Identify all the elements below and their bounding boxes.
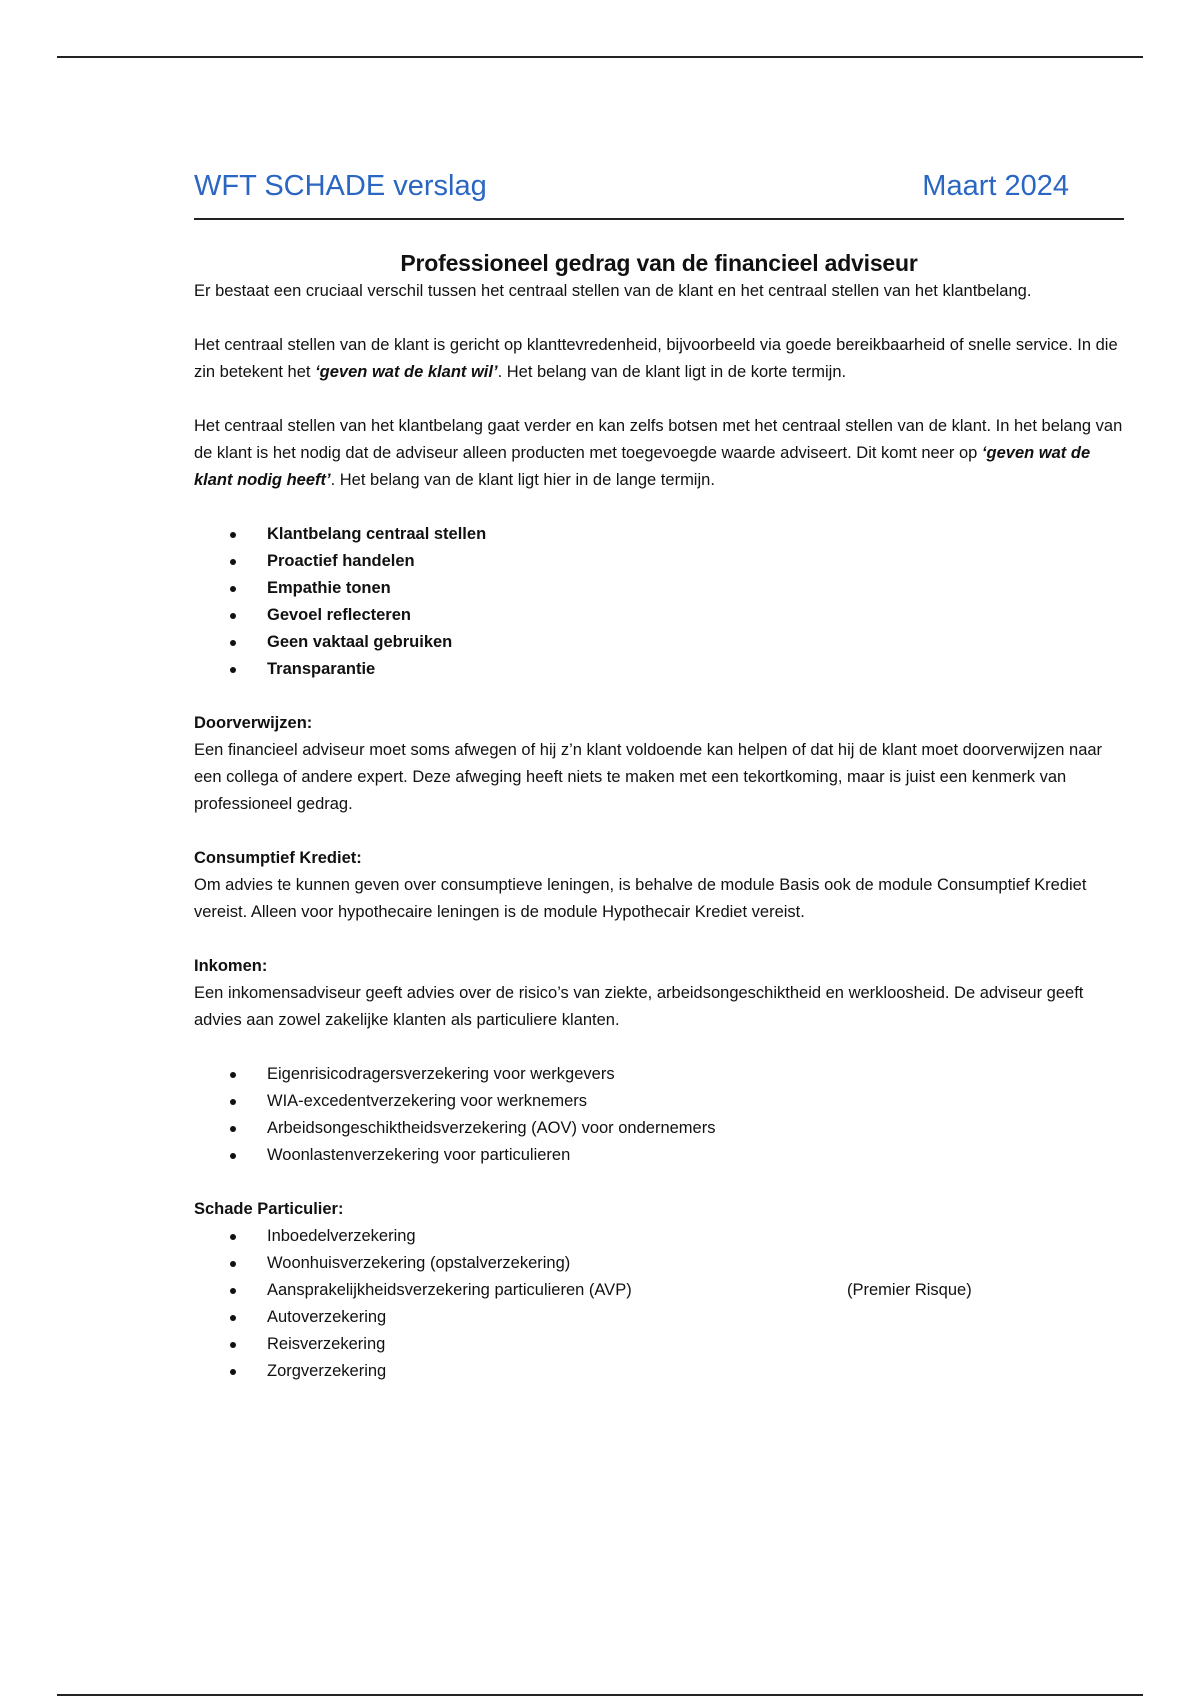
list-item: Klantbelang centraal stellen	[194, 521, 1124, 548]
list-item: Eigenrisicodragersverzekering voor werkgevers	[194, 1061, 1124, 1088]
document-title: WFT SCHADE verslag	[194, 170, 487, 202]
schade-list	[194, 1223, 1124, 1385]
document-header	[194, 164, 1124, 204]
section-title-inkomen: Inkomen:	[194, 957, 268, 975]
bullet-icon	[230, 559, 236, 565]
section-title-doorverwijzen: Doorverwijzen:	[194, 714, 313, 732]
bullet-icon	[230, 1099, 236, 1105]
bullet-icon	[230, 1261, 236, 1267]
list-item: Arbeidsongeschiktheidsverzekering (AOV) voor ondernemers	[194, 1115, 1124, 1142]
bullet-icon	[230, 532, 236, 538]
list-item: Proactief handelen	[194, 548, 1124, 575]
section-text-inkomen: Een inkomensadviseur geeft advies over de risico’s van ziekte, arbeidsongeschiktheid en werkloosheid. De adviseur geeft advies aan zowel zakelijke klanten als particuliere klanten.	[194, 984, 1084, 1029]
inkomen-list	[194, 1061, 1124, 1169]
section-title-consumptief: Consumptief Krediet:	[194, 849, 362, 867]
bullet-icon	[230, 586, 236, 592]
list-item: Zorgverzekering	[194, 1358, 1124, 1385]
list-item: Aansprakelijkheidsverzekering particulieren (AVP) (Premier Risque)	[194, 1277, 1124, 1304]
list-item: Empathie tonen	[194, 575, 1124, 602]
bullet-icon	[230, 1369, 236, 1375]
list-item: Geen vaktaal gebruiken	[194, 629, 1124, 656]
bullet-icon	[230, 667, 236, 673]
list-item: Gevoel reflecteren	[194, 602, 1124, 629]
list-item: Woonhuisverzekering (opstalverzekering)	[194, 1250, 1124, 1277]
document-date: Maart 2024	[922, 170, 1069, 202]
list-item: Reisverzekering	[194, 1331, 1124, 1358]
bullet-icon	[230, 640, 236, 646]
list-item: WIA-excedentverzekering voor werknemers	[194, 1088, 1124, 1115]
document-body	[194, 164, 1124, 1385]
bullet-icon	[230, 1153, 236, 1159]
page-heading: Professioneel gedrag van de financieel adviseur	[400, 250, 918, 276]
bullet-icon	[230, 1288, 236, 1294]
section-text-consumptief: Om advies te kunnen geven over consumptieve leningen, is behalve de module Basis ook de module Consumptief Krediet vereist. Alleen voor hypothecaire leningen is de module Hypothecair Krediet vereist.	[194, 876, 1087, 921]
list-item: Inboedelverzekering	[194, 1223, 1124, 1250]
page-top-rule	[57, 56, 1143, 58]
key-points-list	[194, 521, 1124, 683]
header-rule	[194, 218, 1124, 220]
page-bottom-rule	[57, 1694, 1143, 1696]
premier-risque-note: (Premier Risque)	[847, 1281, 972, 1299]
bullet-icon	[230, 1072, 236, 1078]
bullet-icon	[230, 1342, 236, 1348]
emphasis-client-needs: ‘geven wat de klant nodig heeft’	[194, 444, 1091, 489]
list-item: Transparantie	[194, 656, 1124, 683]
section-text-doorverwijzen: Een financieel adviseur moet soms afwegen of hij z’n klant voldoende kan helpen of dat hij de klant moet doorverwijzen naar een collega of andere expert. Deze afweging heeft niets te maken met een tekortkoming, maar is juist een kenmerk van professioneel gedrag.	[194, 741, 1103, 813]
bullet-icon	[230, 1126, 236, 1132]
bullet-icon	[230, 1315, 236, 1321]
list-item: Woonlastenverzekering voor particulieren	[194, 1142, 1124, 1169]
emphasis-client-wants: ‘geven wat de klant wil’	[315, 363, 498, 381]
list-item: Autoverzekering	[194, 1304, 1124, 1331]
section-title-schade: Schade Particulier:	[194, 1200, 344, 1218]
bullet-icon	[230, 613, 236, 619]
paragraph-client-central: Het centraal stellen van de klant is gericht op klanttevredenheid, bijvoorbeeld via goede bereikbaarheid of snelle service. In die zin betekent het ‘geven wat de klant wil’. Het belang van de klant ligt in de korte termijn.	[194, 336, 1118, 381]
paragraph-client-interest: Het centraal stellen van het klantbelang gaat verder en kan zelfs botsen met het centraal stellen van de klant. In het belang van de klant is het nodig dat de adviseur alleen producten met toegevoegde waarde adviseert. Dit komt neer op ‘geven wat de klant nodig heeft’. Het belang van de klant ligt hier in de lange termijn.	[194, 417, 1123, 489]
intro-paragraph: Er bestaat een cruciaal verschil tussen het centraal stellen van de klant en het centraal stellen van het klantbelang.	[194, 282, 1032, 300]
bullet-icon	[230, 1234, 236, 1240]
